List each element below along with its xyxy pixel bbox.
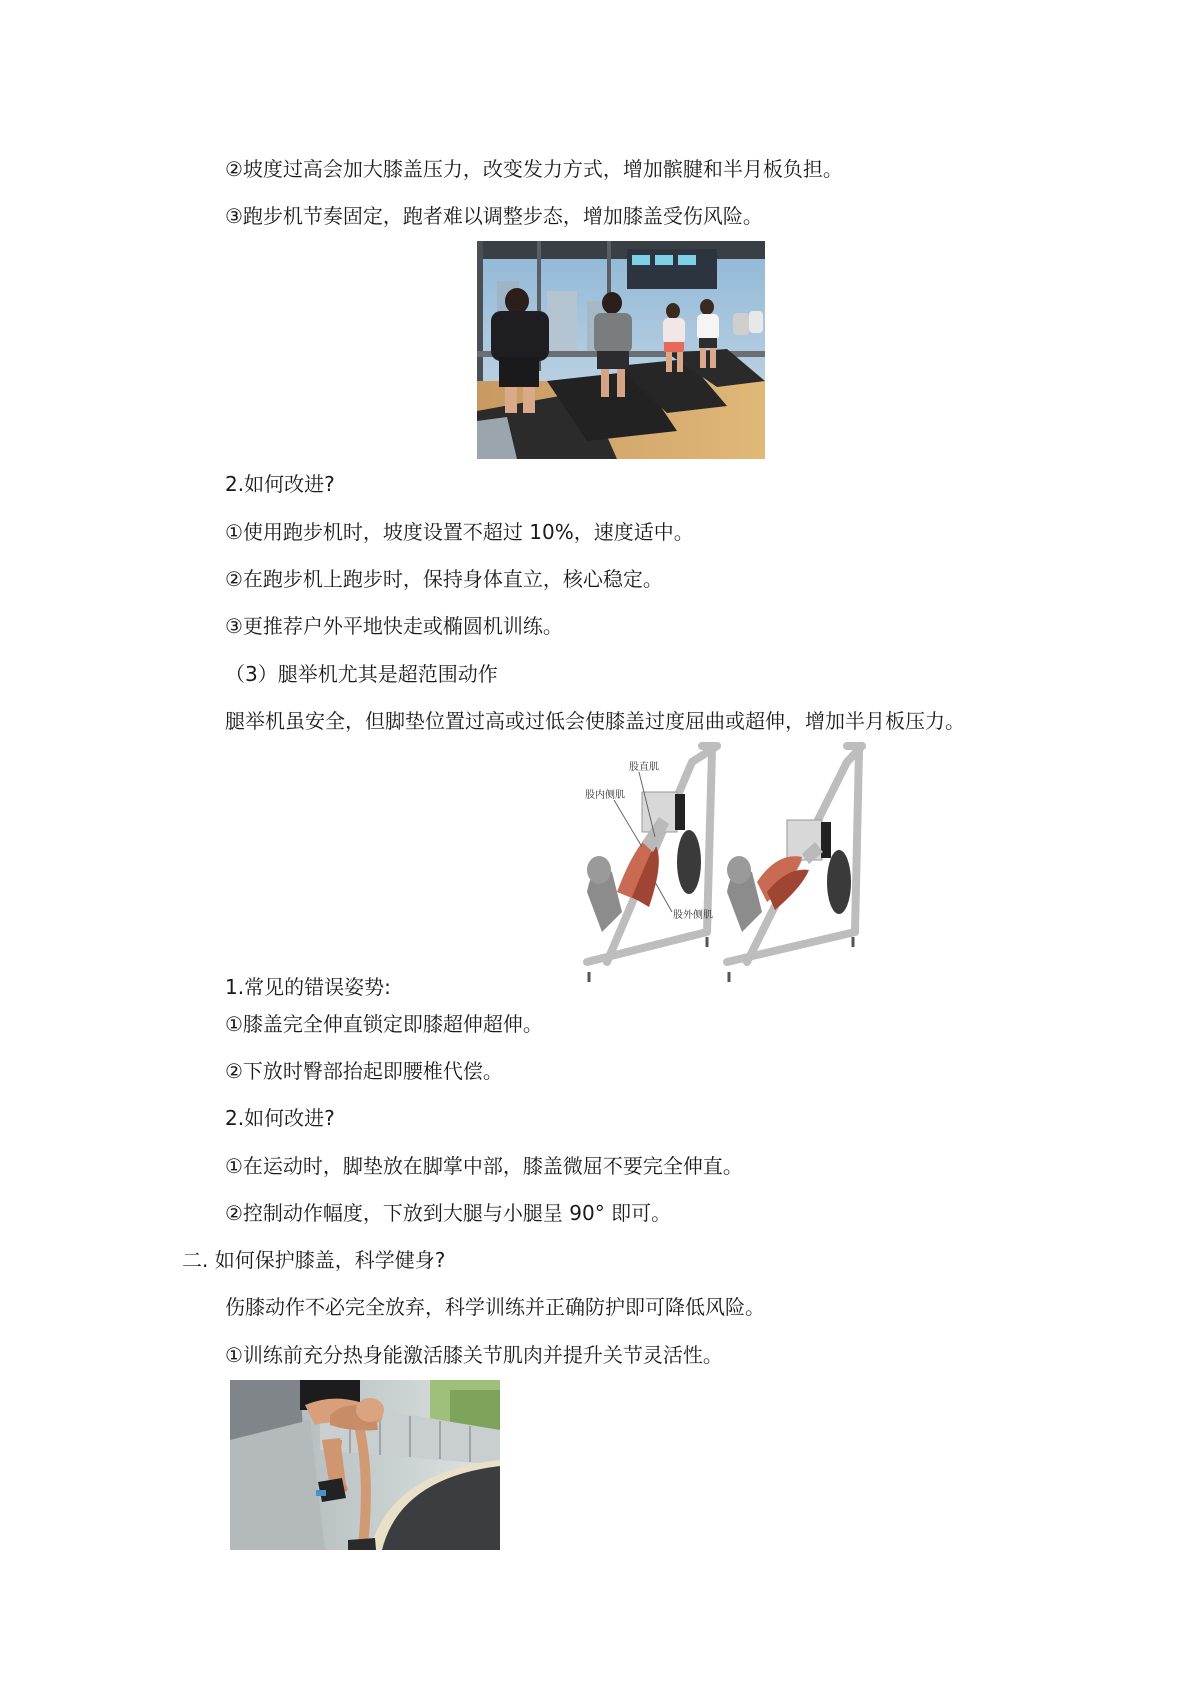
para-treadmill-rhythm: ③跑步机节奏固定，跑者难以调整步态，增加膝盖受伤风险。 (225, 204, 763, 228)
leg-press-diagram (577, 742, 867, 982)
tip-warmup: ①训练前充分热身能激活膝关节肌肉并提升关节灵活性。 (225, 1343, 723, 1367)
heading-how-to-improve-2: 2.如何改进? (225, 1106, 335, 1130)
tip-incline-limit: ①使用跑步机时，坡度设置不超过 10%，速度适中。 (225, 520, 694, 544)
tip-outdoor: ③更推荐户外平地快走或椭圆机训练。 (225, 614, 563, 638)
section-2-title: 二. 如何保护膝盖，科学健身? (182, 1248, 446, 1272)
label-vastus-lateralis: 股外侧肌 (673, 910, 713, 921)
heading-common-mistakes: 1.常见的错误姿势: (225, 975, 391, 999)
heading-how-to-improve-1: 2.如何改进? (225, 472, 335, 496)
mistake-hip-lift: ②下放时臀部抬起即腰椎代偿。 (225, 1059, 503, 1083)
tip-range-control: ②控制动作幅度，下放到大腿与小腿呈 90° 即可。 (225, 1201, 672, 1225)
para-incline-pressure: ②坡度过高会加大膝盖压力，改变发力方式，增加髌腱和半月板负担。 (225, 157, 843, 181)
tip-foot-placement: ①在运动时，脚垫放在脚掌中部，膝盖微屈不要完全伸直。 (225, 1154, 743, 1178)
mistake-knee-lock: ①膝盖完全伸直锁定即膝超伸超伸。 (225, 1012, 543, 1036)
warmup-stretch-photo (230, 1380, 500, 1550)
tip-posture: ②在跑步机上跑步时，保持身体直立，核心稳定。 (225, 567, 663, 591)
section-leg-press-title: （3）腿举机尤其是超范围动作 (225, 662, 498, 686)
label-rectus-femoris: 股直肌 (629, 762, 659, 773)
para-knee-protection: 伤膝动作不必完全放弃，科学训练并正确防护即可降低风险。 (225, 1295, 765, 1319)
treadmill-photo (477, 241, 765, 459)
para-leg-press-risk: 腿举机虽安全，但脚垫位置过高或过低会使膝盖过度屈曲或超伸，增加半月板压力。 (225, 709, 965, 733)
label-vastus-medialis: 股内侧肌 (585, 790, 625, 801)
